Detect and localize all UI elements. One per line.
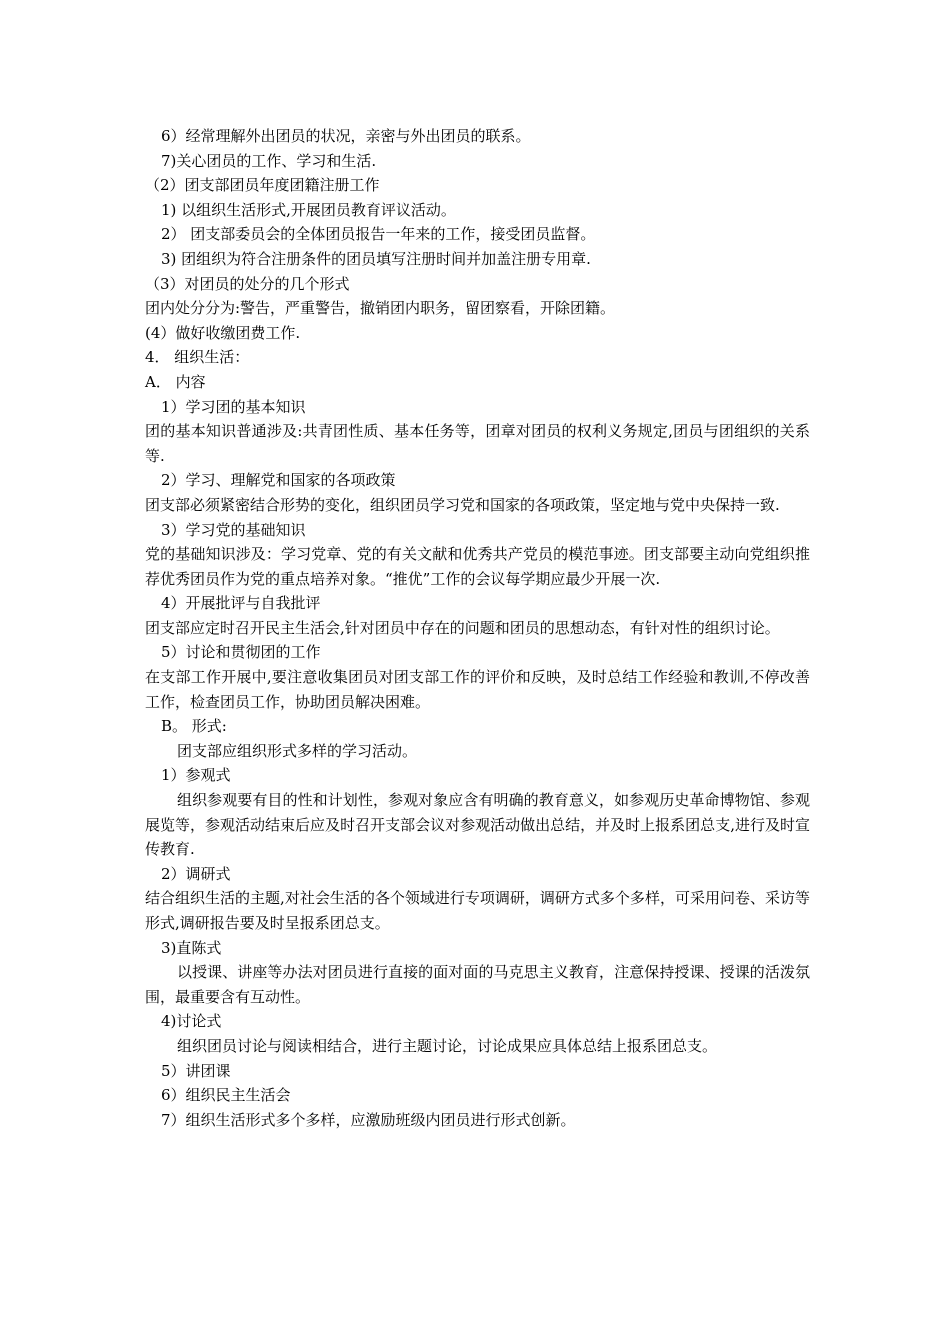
text-line: 1) 以组织生活形式,开展团员教育评议活动。 bbox=[161, 200, 456, 219]
text-line: 3) 团组织为符合注册条件的团员填写注册时间并加盖注册专用章. bbox=[161, 249, 591, 268]
text-line: 2）调研式 bbox=[161, 864, 231, 883]
paragraph: 结合组织生活的主题,对社会生活的各个领域进行专项调研，调研方式多个多样，可采用问卷、采访等形式,调研报告要及时呈报系团总支。 bbox=[145, 889, 810, 932]
text-line: （2）团支部团员年度团籍注册工作 bbox=[145, 176, 380, 195]
text-line: 2）学习、理解党和国家的各项政策 bbox=[161, 471, 396, 490]
paragraph: 团支部应定时召开民主生活会,针对团员中存在的问题和团员的思想动态，有针对性的组织讨论。 bbox=[145, 618, 780, 637]
paragraph: 组织参观要有目的性和计划性，参观对象应含有明确的教育意义，如参观历史革命博物馆、参观展览等，参观活动结束后应及时召开支部会议对参观活动做出总结，并及时上报系团总支,进行及时宣传教育. bbox=[145, 791, 810, 859]
text-line: 5）讨论和贯彻团的工作 bbox=[161, 643, 321, 662]
text-line: 4． 组织生活： bbox=[145, 348, 250, 367]
text-line: 4)讨论式 bbox=[161, 1012, 222, 1031]
text-line: 团支部应组织形式多样的学习活动。 bbox=[177, 741, 418, 760]
text-line: (4）做好收缴团费工作. bbox=[145, 323, 301, 342]
text-line: （3）对团员的处分的几个形式 bbox=[145, 274, 350, 293]
text-line: 6）经常理解外出团员的状况，亲密与外出团员的联系。 bbox=[161, 127, 531, 145]
text-line: 3)直陈式 bbox=[161, 938, 222, 957]
text-line: 3）学习党的基础知识 bbox=[161, 520, 306, 539]
text-line: A． 内容 bbox=[145, 372, 206, 391]
text-line: 1）参观式 bbox=[161, 766, 231, 785]
text-line: 5）讲团课 bbox=[161, 1061, 231, 1080]
text-line: 团内处分分为:警告，严重警告，撤销团内职务，留团察看，开除团籍。 bbox=[145, 299, 616, 318]
text-line: 6）组织民主生活会 bbox=[161, 1086, 291, 1105]
text-line: 组织团员讨论与阅读相结合，进行主题讨论，讨论成果应具体总结上报系团总支。 bbox=[177, 1036, 718, 1055]
text-line: 7)关心团员的工作、学习和生活. bbox=[161, 151, 377, 170]
paragraph: 党的基础知识涉及：学习党章、党的有关文献和优秀共产党员的模范事迹。团支部要主动向党组织推荐优秀团员作为党的重点培养对象。“推优”工作的会议每学期应最少开展一次. bbox=[145, 545, 810, 588]
text-line: 7）组织生活形式多个多样，应激励班级内团员进行形式创新。 bbox=[161, 1110, 576, 1129]
text-line: 4）开展批评与自我批评 bbox=[161, 594, 321, 613]
paragraph: 在支部工作开展中,要注意收集团员对团支部工作的评价和反映，及时总结工作经验和教训,不停改善工作，检查团员工作，协助团员解决困难。 bbox=[145, 668, 810, 711]
document-body bbox=[145, 124, 810, 1132]
text-line: 1）学习团的基本知识 bbox=[161, 397, 306, 416]
paragraph: 团的基本知识普通涉及:共青团性质、基本任务等，团章对团员的权利义务规定,团员与团组织的关系等. bbox=[145, 422, 810, 465]
paragraph: 以授课、讲座等办法对团员进行直接的面对面的马克思主义教育，注意保持授课、授课的活泼氛围，最重要含有互动性。 bbox=[145, 963, 810, 1006]
paragraph: 团支部必须紧密结合形势的变化，组织团员学习党和国家的各项政策，坚定地与党中央保持一致. bbox=[145, 495, 780, 514]
text-line: B。 形式: bbox=[161, 717, 227, 736]
text-line: 2） 团支部委员会的全体团员报告一年来的工作，接受团员监督。 bbox=[161, 225, 596, 244]
